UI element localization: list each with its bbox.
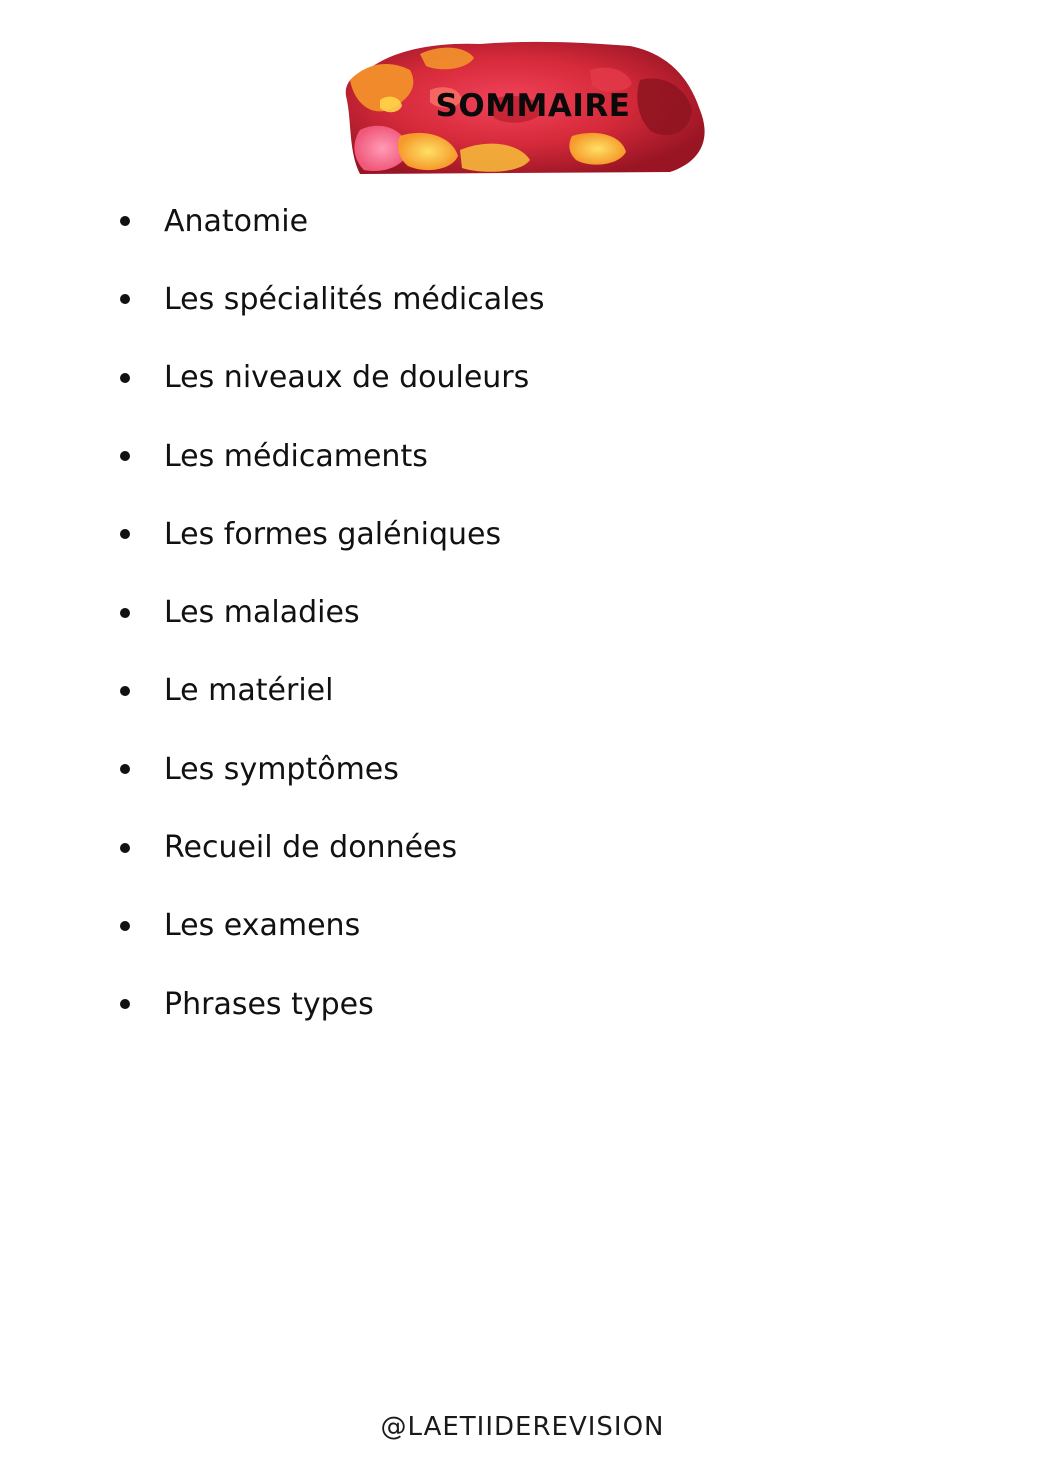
list-item-label: Les niveaux de douleurs — [164, 360, 530, 396]
list-item-label: Les médicaments — [164, 438, 428, 474]
list-item-label: Recueil de données — [164, 830, 458, 866]
bullet-icon — [120, 373, 130, 383]
footer-handle: @LAETIIDEREVISION — [380, 1412, 665, 1442]
list-item — [112, 495, 545, 573]
bullet-icon — [120, 999, 130, 1009]
list-item — [112, 573, 545, 651]
bullet-icon — [120, 529, 130, 539]
bullet-icon — [120, 451, 130, 461]
list-item-label: Phrases types — [164, 986, 374, 1022]
list-item — [112, 339, 545, 417]
list-item-label: Les spécialités médicales — [164, 281, 545, 317]
list-item-label: Anatomie — [164, 203, 309, 239]
list-item-label: Les formes galéniques — [164, 516, 502, 552]
list-item-label: Les symptômes — [164, 751, 399, 787]
list-item — [112, 808, 545, 886]
bullet-icon — [120, 294, 130, 304]
table-of-contents — [112, 182, 545, 1043]
bullet-icon — [120, 608, 130, 618]
page-title: SOMMAIRE — [435, 88, 631, 124]
list-item — [112, 417, 545, 495]
bullet-icon — [120, 764, 130, 774]
list-item — [112, 260, 545, 338]
bullet-icon — [120, 843, 130, 853]
list-item — [112, 652, 545, 730]
list-item — [112, 730, 545, 808]
list-item — [112, 182, 545, 260]
list-item — [112, 887, 545, 965]
list-item-label: Le matériel — [164, 673, 334, 709]
list-item — [112, 965, 545, 1043]
list-item-label: Les maladies — [164, 595, 360, 631]
list-item-label: Les examens — [164, 908, 361, 944]
bullet-icon — [120, 921, 130, 931]
bullet-icon — [120, 216, 130, 226]
bullet-icon — [120, 686, 130, 696]
header-banner — [340, 40, 710, 176]
